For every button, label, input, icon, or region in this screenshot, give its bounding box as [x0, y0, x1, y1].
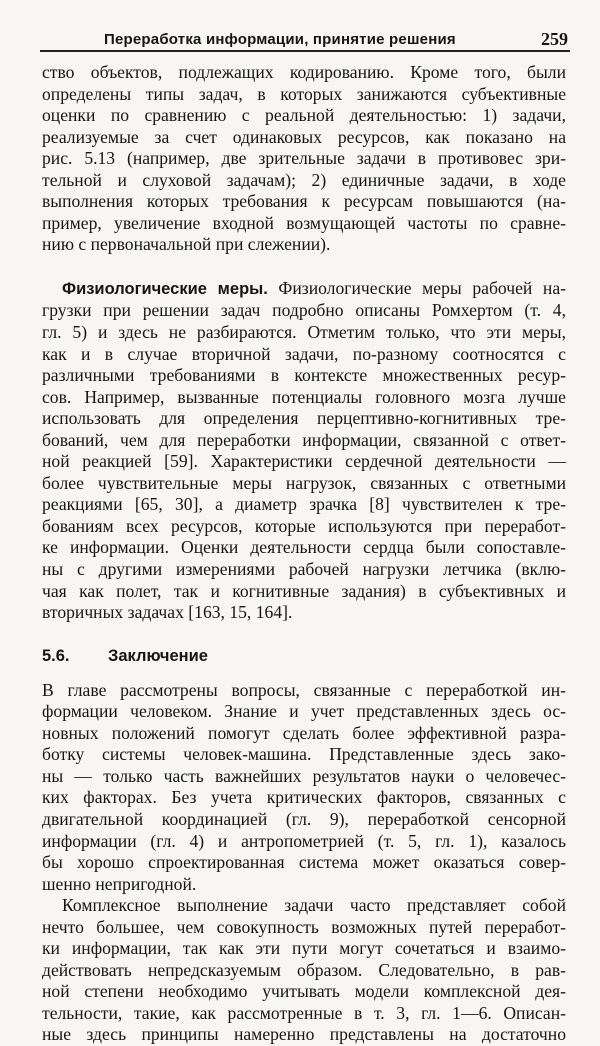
- section-heading: [42, 646, 566, 668]
- section-title: Заключение: [108, 646, 208, 665]
- section-number: 5.6.: [42, 646, 70, 665]
- text-line: информации (гл. 4) и антропометрией (т. 5, гл. 1), казалось: [42, 830, 566, 851]
- text-line: двигательной координацией (гл. 9), переработкой сенсорной: [42, 808, 566, 829]
- page-number: 259: [541, 29, 568, 49]
- text-line: гл. 5) и здесь не разбираются. Отметим только, что эти меры,: [42, 322, 566, 343]
- text-line: различными требованиями в контексте множественных ресур-: [42, 365, 566, 386]
- text-line: ны с другими измерениями рабочей нагрузки летчика (вклю-: [42, 559, 566, 580]
- text-line: ной реакцией [59]. Характеристики сердечной деятельности —: [42, 451, 566, 472]
- text-line: выполнения которых требования к ресурсам повышаются (на-: [42, 191, 566, 212]
- text-line: реализуемые за счет одинаковых ресурсов, как показано на: [42, 126, 566, 147]
- text-line: рис. 5.13 (например, две зрительные задачи в противовес зри-: [42, 148, 566, 169]
- text-line: [42, 278, 566, 301]
- page-header: [40, 28, 570, 52]
- paragraph-conclusion-1: [42, 680, 566, 895]
- text-line: реакциями [65, 30], а диаметр зрачка [8] чувствителен к тре-: [42, 494, 566, 515]
- text-line: ке информации. Оценки деятельности сердца были сопоставле-: [42, 537, 566, 558]
- text-line: ной степени необходимо учитывать модели комплексной дея-: [42, 981, 566, 1002]
- text-line: ких факторах. Без учета критических факторов, связанных с: [42, 787, 566, 808]
- text-line: тельной и слуховой задачам); 2) единичные задачи, в ходе: [42, 169, 566, 190]
- text-line: бований, чем для переработки информации, связанной с ответ-: [42, 429, 566, 450]
- running-title: Переработка информации, принятие решения: [104, 31, 456, 48]
- text-line: ны — только часть важнейших результатов науки о человечес-: [42, 765, 566, 786]
- text-line: ные здесь принципы намеренно представлены на достаточно: [42, 1024, 566, 1045]
- text-line: использовать для определения перцептивно-когнитивных тре-: [42, 408, 566, 429]
- text-line: тельности, такие, как рассмотренные в т. 3, гл. 1—6. Описан-: [42, 1002, 566, 1023]
- text-line: определены типы задач, в которых занижаются субъективные: [42, 83, 566, 104]
- text-line: ботку системы человек-машина. Представленные здесь зако-: [42, 744, 566, 765]
- paragraph-conclusion-2: [42, 895, 566, 1046]
- text-line: формации человеком. Знание и учет представленных здесь ос-: [42, 701, 566, 722]
- text-line: вторичных задачах [163, 15, 164].: [42, 602, 293, 623]
- text-line: чая как полет, так и когнитивные задания) в субъективных и: [42, 580, 566, 601]
- text-line: пример, увеличение входной возмущающей частоты по сравне-: [42, 212, 566, 233]
- text-line: более чувствительные меры нагрузок, связанных с ответными: [42, 472, 566, 493]
- text-line: В главе рассмотрены вопросы, связанные с переработкой ин-: [42, 679, 566, 700]
- text-line: как и в случае вторичной задачи, по-разному соотносятся с: [42, 343, 566, 364]
- paragraph-continuation: [42, 62, 566, 256]
- text-line: бы хорошо спроектированная система может оказаться совер-: [42, 852, 566, 873]
- paragraph-physiological-measures: [42, 278, 566, 624]
- page-body: [42, 62, 566, 1046]
- text-line: нечто большее, чем совокупность возможных путей переработ-: [42, 916, 566, 937]
- text-line: новных положений помогут сделать более эффективной разра-: [42, 722, 566, 743]
- text-line: оценки по сравнению с реальной деятельностью: 1) задачи,: [42, 105, 566, 126]
- text-line: шенно непригодной.: [42, 873, 197, 894]
- text-line: бованиям всех ресурсов, которые используются при переработ-: [42, 515, 566, 536]
- inline-heading-rest: Физиологические меры рабочей на-: [267, 277, 566, 298]
- text-line: сов. Например, вызванные потенциалы головного мозга лучше: [42, 386, 566, 407]
- text-line: Комплексное выполнение задачи часто представляет собой: [62, 895, 566, 916]
- text-line: грузки при решении задач подробно описаны Ромхертом (т. 4,: [42, 300, 566, 321]
- text-line: ки информации, так как эти пути могут сочетаться и взаимо-: [42, 938, 566, 959]
- text-line: действовать непредсказуемым образом. Следовательно, в рав-: [42, 959, 566, 980]
- text-line: ство объектов, подлежащих кодированию. Кроме того, были: [42, 62, 566, 82]
- text-line: нию с первоначальной при слежении).: [42, 234, 331, 255]
- inline-heading: Физиологические меры.: [62, 279, 268, 298]
